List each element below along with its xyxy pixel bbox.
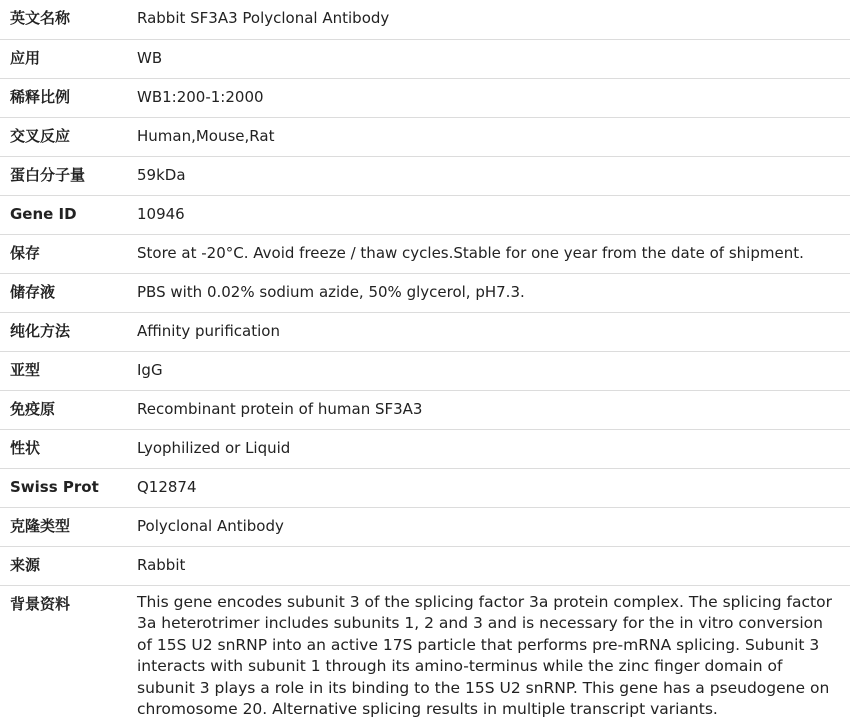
row-label: 蛋白分子量 [0,156,137,195]
row-isotype [0,351,850,390]
row-label: 交叉反应 [0,117,137,156]
row-value: Affinity purification [137,312,850,351]
row-english-name [0,0,850,39]
row-dilution [0,78,850,117]
row-label: 英文名称 [0,0,137,39]
row-value: Human,Mouse,Rat [137,117,850,156]
background-text: This gene encodes subunit 3 of the splicing factor 3a protein complex. The splicing factor 3a heterotrimer includes subunits 1, 2 and 3 and is necessary for the in vitro conversion of 15S U2 snRNP into an active 17S particle that performs pre-mRNA splicing. Subunit 3 interacts with subunit 1 through its amino-terminus while the zinc finger domain of subunit 3 plays a role in its binding to the 15S U2 snRNP. This gene has a pseudogene on chromosome 20. Alternative splicing results in multiple transcript variants. [137,592,832,718]
row-clonality [0,507,850,546]
row-value: Lyophilized or Liquid [137,429,850,468]
row-buffer [0,273,850,312]
row-label: 克隆类型 [0,507,137,546]
row-value: WB1:200-1:2000 [137,78,850,117]
row-value: 10946 [137,195,850,234]
row-label: 保存 [0,234,137,273]
row-background [0,585,850,721]
row-gene-id [0,195,850,234]
row-label: 亚型 [0,351,137,390]
row-purification [0,312,850,351]
row-value: Store at -20°C. Avoid freeze / thaw cycles.Stable for one year from the date of shipment. [137,234,850,273]
row-molecular-weight [0,156,850,195]
row-label: 储存液 [0,273,137,312]
row-value: 59kDa [137,156,850,195]
row-label: 背景资料 [10,594,71,613]
row-label: 性状 [0,429,137,468]
row-label: 纯化方法 [0,312,137,351]
row-value: Q12874 [137,468,850,507]
row-label: 免疫原 [0,390,137,429]
row-value: Rabbit SF3A3 Polyclonal Antibody [137,0,850,39]
row-swiss-prot [0,468,850,507]
row-value: WB [137,39,850,78]
row-form [0,429,850,468]
row-label: 来源 [0,546,137,585]
row-storage [0,234,850,273]
row-immunogen [0,390,850,429]
row-value: PBS with 0.02% sodium azide, 50% glycerol, pH7.3. [137,273,850,312]
row-application [0,39,850,78]
row-value: Rabbit [137,546,850,585]
row-label: 应用 [0,39,137,78]
row-label: 稀释比例 [0,78,137,117]
row-label: Swiss Prot [0,468,137,507]
row-cross-reactivity [0,117,850,156]
row-value: IgG [137,351,850,390]
row-value: Recombinant protein of human SF3A3 [137,390,850,429]
row-host [0,546,850,585]
row-label: Gene ID [0,195,137,234]
row-value: Polyclonal Antibody [137,507,850,546]
